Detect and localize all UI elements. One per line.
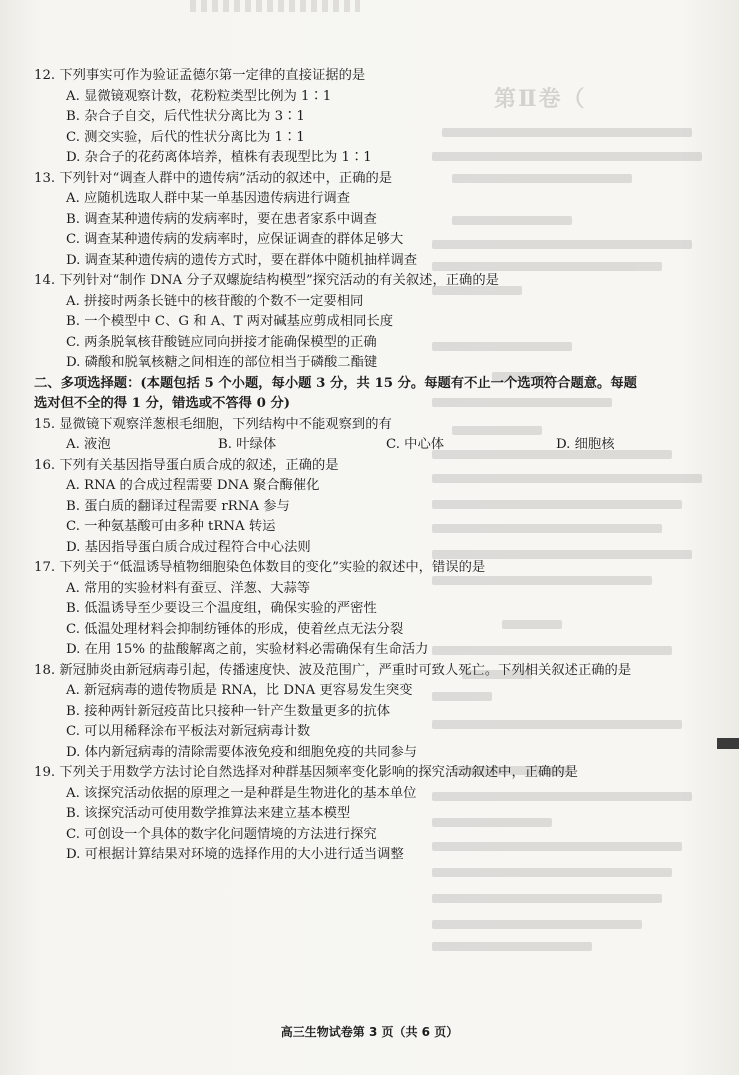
option-b: B. 该探究活动可使用数学推算法来建立基本模型 (66, 806, 351, 821)
ghost-title: 第Ⅱ卷（ (494, 86, 587, 112)
option-d: D. 细胞核 (556, 437, 615, 452)
option-b: B. 一个模型中 C、G 和 A、T 两对碱基应剪成相同长度 (66, 314, 394, 329)
question-stem: 16. 下列有关基因指导蛋白质合成的叙述，正确的是 (34, 457, 339, 473)
question-stem: 12. 下列事实可作为验证孟德尔第一定律的直接证据的是 (34, 68, 366, 83)
question-stem: 13. 下列针对“调查人群中的遗传病”活动的叙述中，正确的是 (34, 170, 393, 186)
question-stem: 17. 下列关于“低温诱导植物细胞染色体数目的变化”实验的叙述中，错误的是 (34, 560, 486, 575)
question-18 (34, 661, 694, 764)
question-stem: 18. 新冠肺炎由新冠病毒引起，传播速度快、波及范围广，严重时可致人死亡。下列相关叙述正确的是 (34, 662, 632, 678)
option-c: C. 调查某种遗传病的发病率时，应保证调查的群体足够大 (66, 232, 404, 247)
option-d: D. 杂合子的花药离体培养，植株有表现型比为 1∶1 (66, 150, 372, 165)
option-b: B. 叶绿体 (218, 437, 277, 452)
page-footer: 高三生物试卷第 3 页（共 6 页） (280, 1025, 459, 1039)
page-edge-marker (717, 738, 739, 749)
question-16 (34, 456, 694, 559)
question-stem: 14. 下列针对“制作 DNA 分子双螺旋结构模型”探究活动的有关叙述，正确的是 (34, 273, 499, 288)
option-c: C. 可创设一个具体的数字化问题情境的方法进行探究 (66, 826, 377, 842)
question-19 (34, 763, 694, 866)
option-c: C. 测交实验，后代的性状分离比为 1∶1 (66, 129, 305, 145)
question-stem: 19. 下列关于用数学方法讨论自然选择对种群基因频率变化影响的探究活动叙述中，正确的是 (34, 765, 578, 780)
option-a: A. 新冠病毒的遗传物质是 RNA，比 DNA 更容易发生突变 (66, 683, 413, 698)
option-b: B. 杂合子自交，后代性状分离比为 3∶1 (66, 109, 305, 124)
section-2-heading-cont: 选对但不全的得 1 分，错选或不答得 0 分) (34, 396, 291, 411)
options-row (34, 435, 694, 456)
option-b: B. 蛋白质的翻译过程需要 rRNA 参与 (66, 498, 290, 514)
option-a: A. 显微镜观察计数，花粉粒类型比例为 1∶1 (66, 88, 332, 104)
section-2-heading: 二、多项选择题：(本题包括 5 个小题，每小题 3 分，共 15 分。每题有不止一个选项符合题意。每题 (34, 375, 637, 391)
option-d: D. 体内新冠病毒的清除需要体液免疫和细胞免疫的共同参与 (66, 744, 418, 760)
question-17 (34, 558, 694, 661)
question-13 (34, 169, 694, 272)
question-content (34, 66, 694, 866)
option-d: D. 可根据计算结果对环境的选择作用的大小进行适当调整 (66, 847, 404, 862)
option-c: C. 一种氨基酸可由多种 tRNA 转运 (66, 519, 276, 534)
question-stem: 15. 显微镜下观察洋葱根毛细胞，下列结构中不能观察到的有 (34, 416, 392, 432)
option-d: D. 在用 15% 的盐酸解离之前，实验材料必需确保有生命活力 (66, 642, 429, 657)
option-c: C. 可以用稀释涂布平板法对新冠病毒计数 (66, 724, 311, 739)
bleed-through-marks (190, 0, 360, 12)
option-d: D. 调查某种遗传病的遗传方式时，要在群体中随机抽样调查 (66, 252, 418, 268)
option-a: A. 液泡 (66, 437, 111, 452)
question-15 (34, 415, 694, 456)
option-c: C. 低温处理材料会抑制纺锤体的形成，使着丝点无法分裂 (66, 621, 404, 637)
question-14 (34, 271, 694, 374)
option-c: C. 两条脱氧核苷酸链应同向拼接才能确保模型的正确 (66, 334, 377, 350)
option-b: B. 低温诱导至少要设三个温度组，确保实验的严密性 (66, 601, 377, 616)
option-a: A. RNA 的合成过程需要 DNA 聚合酶催化 (66, 478, 320, 493)
option-b: B. 调查某种遗传病的发病率时，要在患者家系中调查 (66, 211, 377, 227)
option-b: B. 接种两针新冠疫苗比只接种一针产生数量更多的抗体 (66, 703, 391, 719)
option-c: C. 中心体 (386, 437, 445, 452)
option-d: D. 磷酸和脱氧核糖之间相连的部位相当于磷酸二酯键 (66, 355, 378, 370)
option-a: A. 拼接时两条长链中的核苷酸的个数不一定要相同 (66, 293, 364, 309)
option-a: A. 该探究活动依据的原理之一是种群是生物进化的基本单位 (66, 785, 417, 801)
option-a: A. 常用的实验材料有蚕豆、洋葱、大蒜等 (66, 580, 311, 596)
option-a: A. 应随机选取人群中某一单基因遗传病进行调查 (66, 191, 350, 206)
option-d: D. 基因指导蛋白质合成过程符合中心法则 (66, 539, 311, 555)
question-12 (34, 66, 694, 169)
